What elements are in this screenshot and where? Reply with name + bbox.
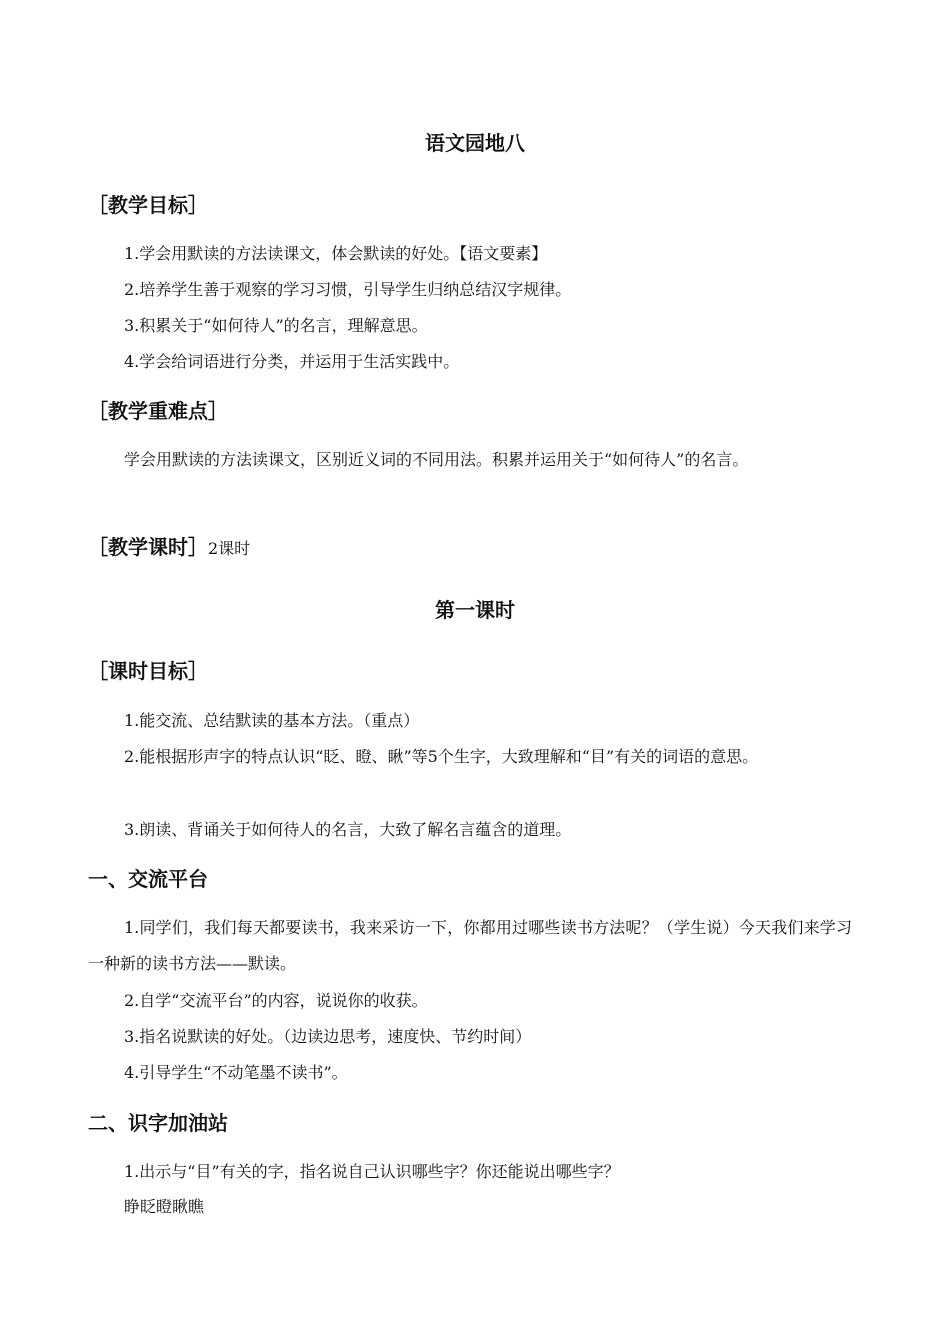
teaching-goal-item: 4.学会给词语进行分类，并运用于生活实践中。 — [124, 352, 460, 371]
teaching-goals-heading: ［教学目标］ — [88, 193, 208, 217]
lesson-goal-item: 1.能交流、总结默读的基本方法。（重点） — [124, 711, 420, 730]
section-exchange-item: 2.自学“交流平台”的内容，说说你的收获。 — [124, 991, 428, 1010]
teaching-goal-item: 2.培养学生善于观察的学习习惯，引导学生归纳总结汉字规律。 — [124, 280, 572, 299]
key-points-text: 学会用默读的方法读课文，区别近义词的不同用法。积累并运用关于“如何待人”的名言。 — [124, 450, 749, 469]
teaching-hours-heading — [88, 534, 250, 562]
key-points-heading: ［教学重难点］ — [88, 399, 228, 423]
document-title: 语文园地八 — [425, 131, 525, 155]
teaching-hours-label: ［教学课时］ — [88, 535, 208, 559]
lesson-one-title: 第一课时 — [435, 598, 515, 622]
teaching-goal-item: 3.积累关于“如何待人”的名言，理解意思。 — [124, 316, 428, 335]
lesson-goals-heading: ［课时目标］ — [88, 659, 208, 683]
teaching-hours-value: 2课时 — [208, 539, 251, 558]
eye-radical-characters: 睁眨瞪瞅瞧 — [124, 1197, 205, 1216]
section-exchange-platform-heading: 一、交流平台 — [88, 867, 208, 891]
lesson-goal-item: 3.朗读、背诵关于如何待人的名言，大致了解名言蕴含的道理。 — [124, 820, 572, 839]
section-literacy-heading: 二、识字加油站 — [88, 1111, 228, 1135]
teaching-goal-item: 1.学会用默读的方法读课文，体会默读的好处。【语文要素】 — [124, 244, 548, 263]
section-exchange-item: 3.指名说默读的好处。（边读边思考，速度快、节约时间） — [124, 1027, 532, 1046]
section-literacy-item: 1.出示与“目”有关的字，指名说自己认识哪些字？你还能说出哪些字？ — [124, 1162, 620, 1181]
section-exchange-item: 4.引导学生“不动笔墨不读书”。 — [124, 1063, 348, 1082]
lesson-goal-item: 2.能根据形声字的特点认识“眨、瞪、瞅”等5个生字，大致理解和“目”有关的词语的意思。 — [124, 747, 759, 766]
section-exchange-item: 1.同学们，我们每天都要读书，我来采访一下，你都用过哪些读书方法呢？（学生说）今天我们来学习一种新的读书方法——默读。 — [88, 918, 852, 973]
